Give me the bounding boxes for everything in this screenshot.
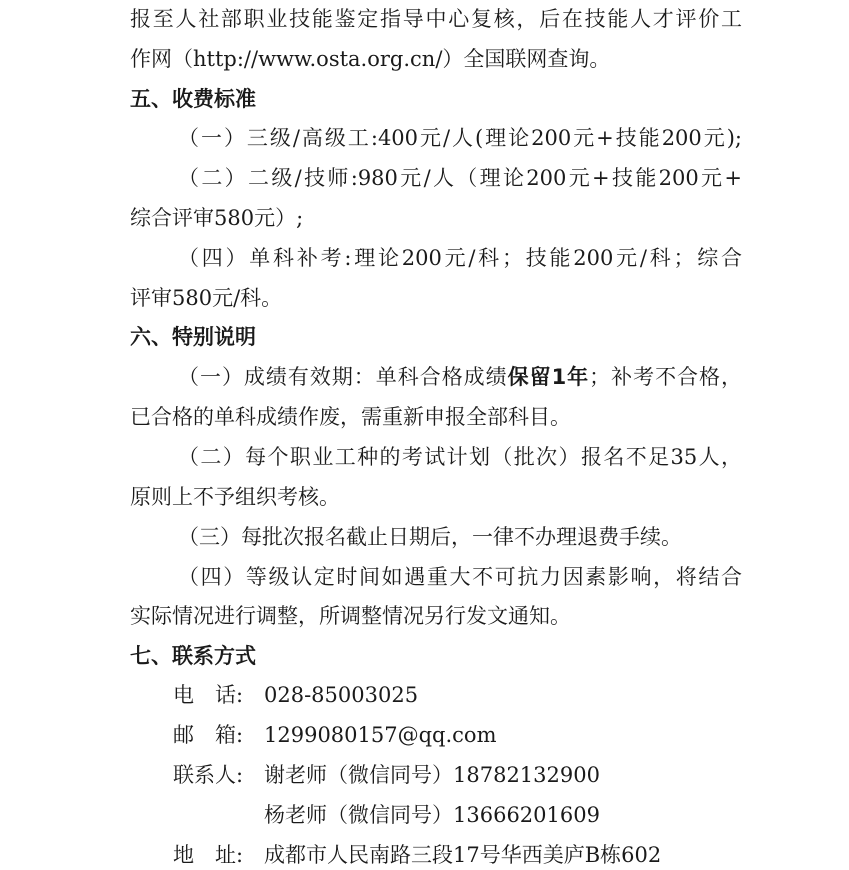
contact-person-1: 谢老师（微信同号）18782132900: [264, 763, 600, 787]
paragraph-line: 报至人社部职业技能鉴定指导中心复核，后在技能人才评价工: [130, 7, 742, 31]
contact-address-row: [0, 840, 849, 870]
phone-value: 028-85003025: [264, 683, 419, 707]
note-item-4: （四）等级认定时间如遇重大不可抗力因素影响，将结合: [178, 565, 742, 589]
note-item-1: [178, 362, 742, 392]
email-label: 邮 箱:: [173, 723, 244, 747]
phone-label: 电 话:: [173, 683, 244, 707]
fee-item-1: （一）三级/高级工:400元/人(理论200元+技能200元);: [178, 126, 742, 150]
email-value: 1299080157@qq.com: [264, 723, 497, 747]
section-heading-contact: 七、联系方式: [130, 644, 256, 668]
note-item-2: （二）每个职业工种的考试计划（批次）报名不足35人，: [178, 445, 742, 469]
section-heading-notes: 六、特别说明: [130, 325, 256, 349]
fee-item-2: （二）二级/技师:980元/人（理论200元+技能200元+: [178, 166, 742, 190]
note-item-1-bold: 保留1年: [507, 365, 590, 389]
fee-item-4-cont: 评审580元/科。: [130, 286, 283, 310]
note-item-1-cont: 已合格的单科成绩作废，需重新申报全部科目。: [130, 405, 571, 429]
note-item-4-cont: 实际情况进行调整，所调整情况另行发文通知。: [130, 604, 571, 628]
contact-phone-row: [0, 680, 849, 710]
contact-person-2: 杨老师（微信同号）13666201609: [264, 803, 600, 827]
contact-person-label: 联系人:: [173, 763, 244, 787]
paragraph-line: 作网（http://www.osta.org.cn/）全国联网查询。: [130, 47, 611, 71]
fee-item-2-cont: 综合评审580元）;: [130, 206, 304, 230]
contact-person-row: [0, 760, 849, 790]
contact-person-row-2: [0, 800, 849, 830]
note-item-1-text-end: ；补考不合格，: [589, 365, 742, 389]
note-item-2-cont: 原则上不予组织考核。: [130, 485, 340, 509]
contact-email-row: [0, 720, 849, 750]
section-heading-fees: 五、收费标准: [130, 87, 256, 111]
fee-item-4: （四）单科补考:理论200元/科；技能200元/科；综合: [178, 246, 742, 270]
note-item-3: （三）每批次报名截止日期后，一律不办理退费手续。: [178, 525, 682, 549]
address-value: 成都市人民南路三段17号华西美庐B栋602: [264, 843, 662, 867]
note-item-1-text: （一）成绩有效期：单科合格成绩: [178, 365, 508, 389]
address-label: 地 址:: [173, 843, 244, 867]
